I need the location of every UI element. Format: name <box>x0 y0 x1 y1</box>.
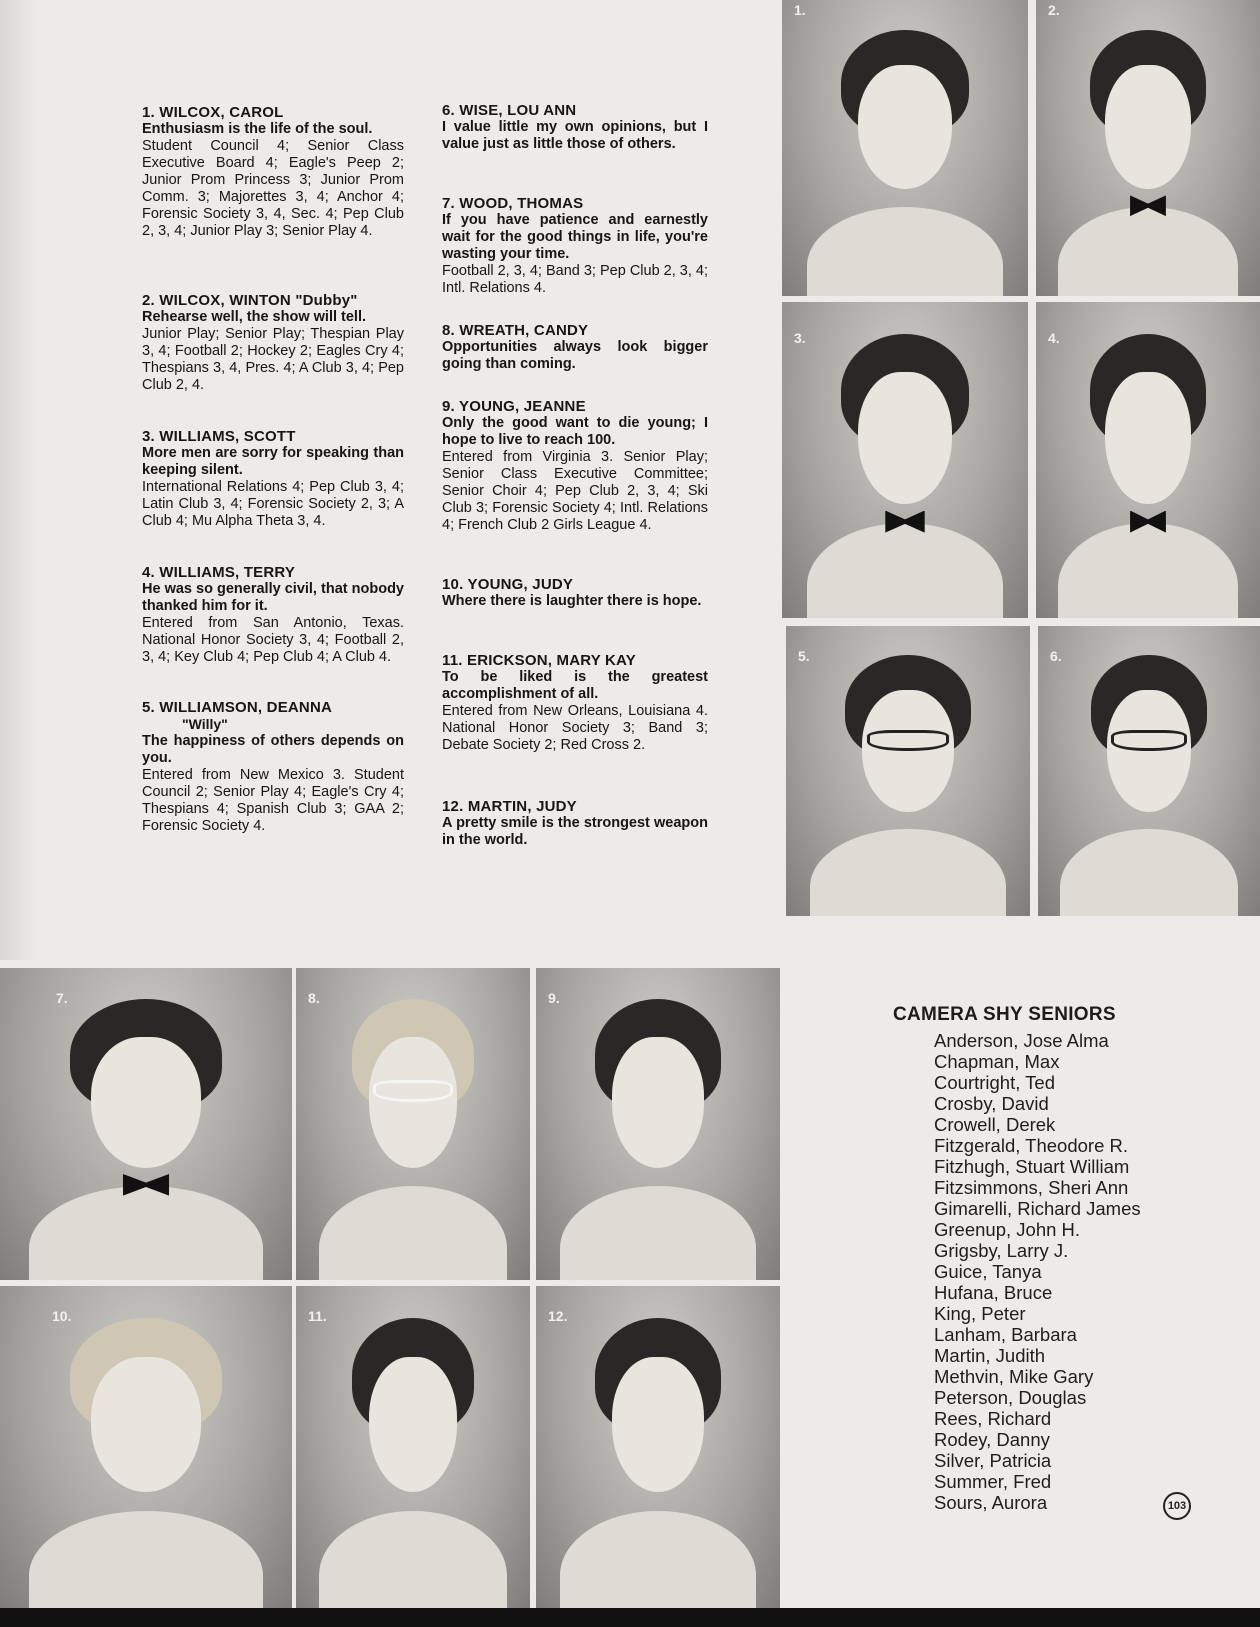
list-item: Fitzgerald, Theodore R. <box>934 1135 1129 1156</box>
senior-entry-9 <box>442 398 708 534</box>
portrait-face <box>369 1037 458 1168</box>
list-item: Sours, Aurora <box>934 1492 1048 1513</box>
portrait-number: 6. <box>1050 648 1062 664</box>
senior-activities: Student Council 4; Senior Class Executive Board 4; Eagle's Peep 2; Junior Prom Princess 3; Junior Prom Comm. 3; Majorettes 3, 4; Anchor 4; Forensic Society 3, 4, Sec. 4; Pep Club 2, 3, 4; Junior Play 3; Senior Play 4. <box>142 138 404 239</box>
senior-entry-3 <box>142 428 404 530</box>
list-item: Peterson, Douglas <box>934 1387 1087 1408</box>
senior-name: 7. WOOD, THOMAS <box>442 195 584 212</box>
portrait-number: 4. <box>1048 330 1060 346</box>
portrait-6 <box>1038 626 1260 916</box>
portrait-shoulders <box>560 1511 755 1608</box>
portrait-11 <box>296 1286 530 1608</box>
portrait-face <box>91 1357 202 1492</box>
senior-quote: Only the good want to die young; I hope to live to reach 100. <box>442 415 708 448</box>
portrait-shoulders <box>319 1511 506 1608</box>
portrait-face <box>369 1357 458 1492</box>
glasses-icon <box>1111 730 1186 750</box>
portrait-face <box>612 1357 705 1492</box>
list-item: Martin, Judith <box>934 1345 1046 1366</box>
list-item: Chapman, Max <box>934 1051 1060 1072</box>
portrait-7 <box>0 968 292 1280</box>
portrait-number: 11. <box>308 1308 327 1324</box>
list-item: Gimarelli, Richard James <box>934 1198 1141 1219</box>
senior-activities: Football 2, 3, 4; Band 3; Pep Club 2, 3, 4; Intl. Relations 4. <box>442 263 709 296</box>
senior-name: 2. WILCOX, WINTON "Dubby" <box>142 292 358 309</box>
senior-name: 1. WILCOX, CAROL <box>142 104 284 121</box>
list-item: Methvin, Mike Gary <box>934 1366 1094 1387</box>
senior-entry-10 <box>442 576 708 610</box>
portrait-face <box>858 65 951 189</box>
portrait-face <box>612 1037 705 1168</box>
portrait-face <box>862 690 955 812</box>
portrait-1 <box>782 0 1028 296</box>
page-binding-edge <box>0 0 38 960</box>
senior-entry-1 <box>142 104 404 240</box>
senior-nickname: "Willy" <box>182 716 228 732</box>
senior-quote: Opportunities always look bigger going than coming. <box>442 339 708 372</box>
portrait-face <box>858 372 951 505</box>
portrait-shoulders <box>810 829 1005 916</box>
list-item: Rodey, Danny <box>934 1429 1050 1450</box>
portrait-number: 8. <box>308 990 320 1006</box>
senior-activities: Entered from Virginia 3. Senior Play; Senior Class Executive Committee; Senior Choir 4; Pep Club 2, 3, 4; Ski Club 3; Forensic Society 4; Intl. Relations 4; French Club 2 Girls League 4. <box>442 449 708 533</box>
portrait-number: 9. <box>548 990 560 1006</box>
senior-name: 9. YOUNG, JEANNE <box>442 398 586 415</box>
senior-activities: Junior Play; Senior Play; Thespian Play 3, 4; Football 2; Hockey 2; Eagles Cry 4; Thespians 3, 4, Pres. 4; A Club 3, 4; Pep Club 2, 4. <box>142 326 404 393</box>
list-item: Courtright, Ted <box>934 1072 1055 1093</box>
list-item: King, Peter <box>934 1303 1026 1324</box>
portrait-number: 12. <box>548 1308 568 1324</box>
senior-entry-8 <box>442 322 708 373</box>
senior-activities: International Relations 4; Pep Club 3, 4; Latin Club 3, 4; Forensic Society 2, 3; A Club 4; Mu Alpha Theta 3, 4. <box>142 479 404 529</box>
list-item: Rees, Richard <box>934 1408 1052 1429</box>
list-item: Crosby, David <box>934 1093 1049 1114</box>
senior-name: 8. WREATH, CANDY <box>442 322 589 339</box>
portrait-shoulders <box>29 1511 263 1608</box>
senior-entry-4 <box>142 564 404 666</box>
portrait-face <box>1105 65 1190 189</box>
senior-activities: Entered from New Mexico 3. Student Council 2; Senior Play 4; Eagle's Cry 4; Thespians 4; Spanish Club 3; GAA 2; Forensic Society 4. <box>142 767 404 834</box>
portrait-shoulders <box>1058 207 1237 296</box>
senior-name: 12. MARTIN, JUDY <box>442 798 577 815</box>
portrait-shoulders <box>807 523 1004 618</box>
senior-quote: To be liked is the greatest accomplishment of all. <box>442 669 708 702</box>
senior-quote: The happiness of others depends on you. <box>142 733 404 766</box>
list-item: Greenup, John H. <box>934 1219 1081 1240</box>
senior-activities: Entered from San Antonio, Texas. National Honor Society 3, 4; Football 2, 3, 4; Key Club 4; Pep Club 4; A Club 4. <box>142 615 404 665</box>
senior-quote: If you have patience and earnestly wait for the good things in life, you're wasting your time. <box>442 212 708 262</box>
portrait-face <box>91 1037 202 1168</box>
portrait-8 <box>296 968 530 1280</box>
portrait-shoulders <box>1060 829 1238 916</box>
senior-name: 6. WISE, LOU ANN <box>442 102 577 119</box>
portrait-5 <box>786 626 1030 916</box>
senior-quote: A pretty smile is the strongest weapon in the world. <box>442 815 708 848</box>
senior-quote: He was so generally civil, that nobody thanked him for it. <box>142 581 404 614</box>
senior-quote: Enthusiasm is the life of the soul. <box>142 121 373 137</box>
senior-name: 3. WILLIAMS, SCOTT <box>142 428 296 445</box>
portrait-4 <box>1036 302 1260 618</box>
senior-entry-6 <box>442 102 708 153</box>
portrait-shoulders <box>1058 523 1237 618</box>
list-item: Fitzsimmons, Sheri Ann <box>934 1177 1129 1198</box>
senior-entry-7 <box>442 195 708 297</box>
senior-quote: Rehearse well, the show will tell. <box>142 309 367 325</box>
list-item: Silver, Patricia <box>934 1450 1052 1471</box>
portrait-shoulders <box>560 1186 755 1280</box>
portrait-number: 10. <box>52 1308 72 1324</box>
list-item: Summer, Fred <box>934 1471 1052 1492</box>
portrait-3 <box>782 302 1028 618</box>
senior-activities: Entered from New Orleans, Louisiana 4. National Honor Society 3; Band 3; Debate Society 2; Red Cross 2. <box>442 703 708 753</box>
senior-quote: More men are sorry for speaking than keeping silent. <box>142 445 404 478</box>
senior-entry-5 <box>142 699 404 835</box>
glasses-icon <box>373 1080 453 1102</box>
portrait-2 <box>1036 0 1260 296</box>
senior-name: 5. WILLIAMSON, DEANNA <box>142 699 333 716</box>
list-item: Guice, Tanya <box>934 1261 1042 1282</box>
portrait-face <box>1105 372 1190 505</box>
portrait-number: 1. <box>794 2 806 18</box>
senior-name: 4. WILLIAMS, TERRY <box>142 564 296 581</box>
glasses-icon <box>867 730 950 750</box>
list-item: Lanham, Barbara <box>934 1324 1077 1345</box>
portrait-12 <box>536 1286 780 1608</box>
list-item: Hufana, Bruce <box>934 1282 1053 1303</box>
senior-entry-11 <box>442 652 708 754</box>
senior-entry-2 <box>142 292 404 394</box>
portrait-number: 2. <box>1048 2 1060 18</box>
senior-quote: Where there is laughter there is hope. <box>442 593 702 609</box>
list-item: Fitzhugh, Stuart William <box>934 1156 1130 1177</box>
list-item: Grigsby, Larry J. <box>934 1240 1069 1261</box>
portrait-number: 3. <box>794 330 806 346</box>
portrait-number: 5. <box>798 648 810 664</box>
page-number: 103 <box>1163 1492 1191 1520</box>
list-item: Crowell, Derek <box>934 1114 1056 1135</box>
portrait-10 <box>0 1286 292 1608</box>
portrait-shoulders <box>319 1186 506 1280</box>
portrait-shoulders <box>29 1186 263 1280</box>
portrait-shoulders <box>807 207 1004 296</box>
portrait-number: 7. <box>56 990 68 1006</box>
portrait-face <box>1107 690 1191 812</box>
senior-name: 11. ERICKSON, MARY KAY <box>442 652 636 669</box>
senior-name: 10. YOUNG, JUDY <box>442 576 574 593</box>
list-item: Anderson, Jose Alma <box>934 1030 1109 1051</box>
camera-shy-title: CAMERA SHY SENIORS <box>893 1004 1116 1025</box>
senior-entry-12 <box>442 798 708 849</box>
senior-quote: I value little my own opinions, but I value just as little those of others. <box>442 119 708 152</box>
camera-shy-list <box>934 1030 1141 1513</box>
scan-edge <box>0 1608 1260 1627</box>
portrait-9 <box>536 968 780 1280</box>
